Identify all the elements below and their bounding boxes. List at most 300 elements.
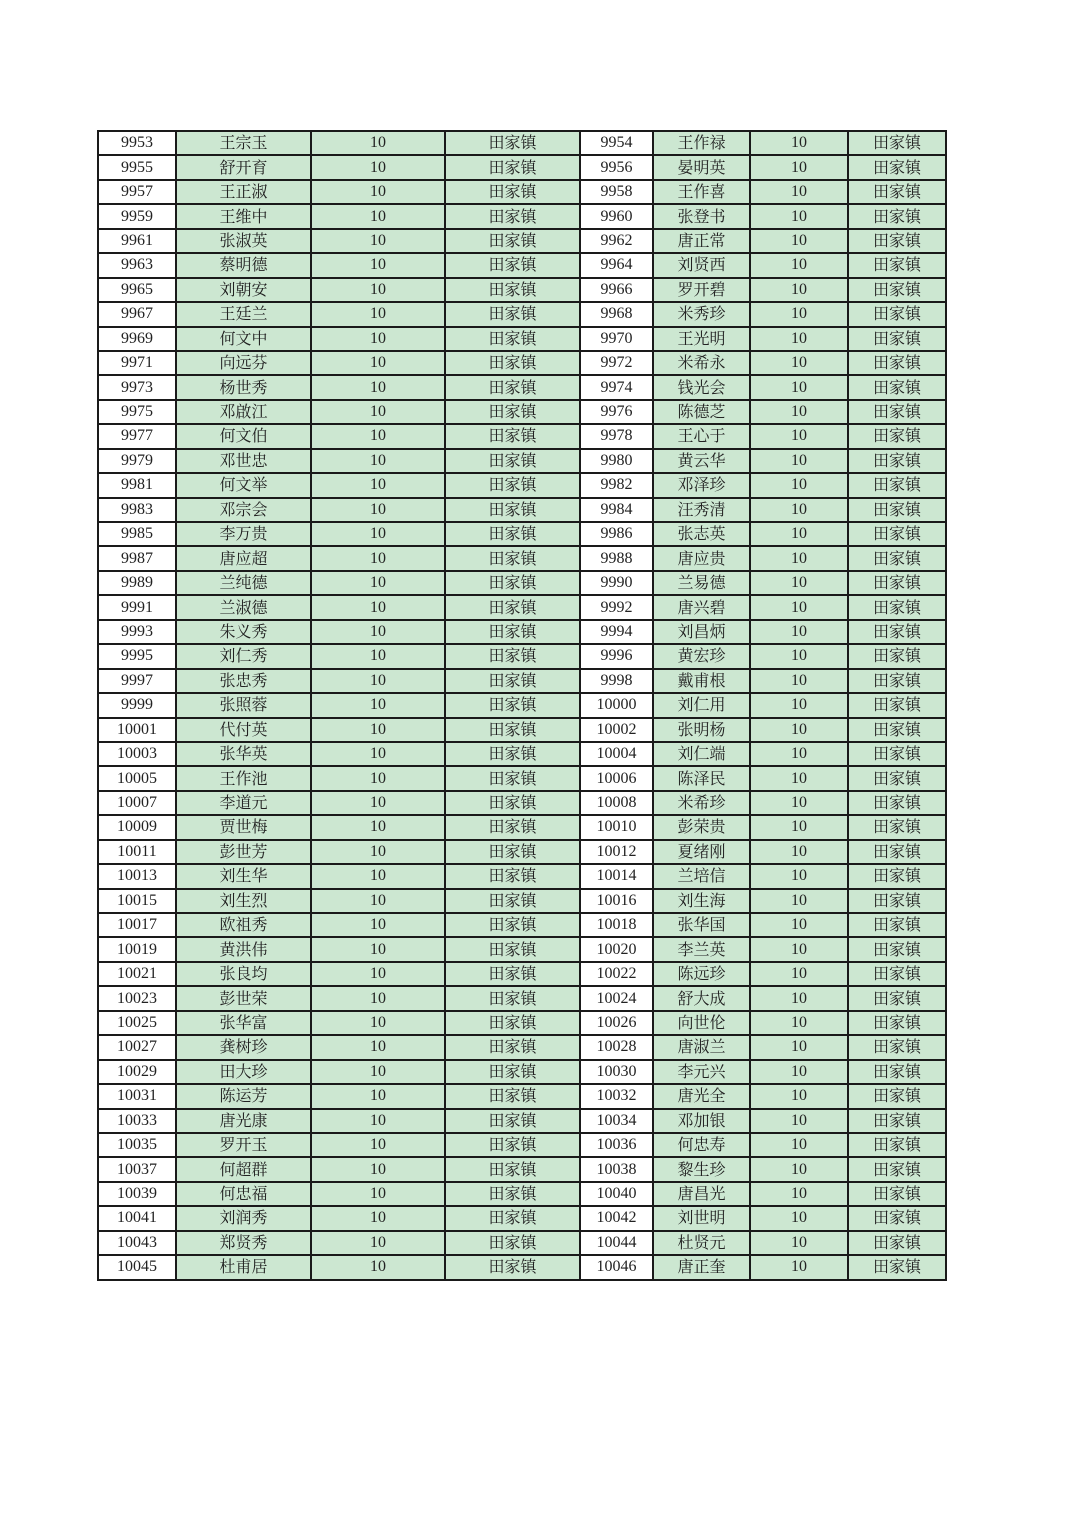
table-row xyxy=(98,1206,946,1230)
right-id-cell: 9954 xyxy=(580,131,653,155)
table-row xyxy=(98,962,946,986)
left-name-cell: 罗开玉 xyxy=(176,1133,311,1157)
left-id-cell: 10025 xyxy=(98,1011,176,1035)
right-score-cell: 10 xyxy=(750,204,848,228)
right-id-cell: 9990 xyxy=(580,571,653,595)
left-name-cell: 何超群 xyxy=(176,1157,311,1181)
right-id-cell: 9968 xyxy=(580,302,653,326)
left-score-cell: 10 xyxy=(311,693,445,717)
right-name-cell: 兰易德 xyxy=(653,571,750,595)
right-id-cell: 10012 xyxy=(580,840,653,864)
right-name-cell: 唐应贵 xyxy=(653,546,750,570)
left-id-cell: 9989 xyxy=(98,571,176,595)
left-id-cell: 9981 xyxy=(98,473,176,497)
right-town-cell: 田家镇 xyxy=(848,791,946,815)
right-name-cell: 邓加银 xyxy=(653,1109,750,1133)
left-town-cell: 田家镇 xyxy=(445,864,580,888)
left-score-cell: 10 xyxy=(311,1133,445,1157)
left-score-cell: 10 xyxy=(311,986,445,1010)
right-score-cell: 10 xyxy=(750,864,848,888)
right-id-cell: 10034 xyxy=(580,1109,653,1133)
right-id-cell: 9998 xyxy=(580,669,653,693)
right-name-cell: 唐昌光 xyxy=(653,1182,750,1206)
table-row xyxy=(98,644,946,668)
table-row xyxy=(98,253,946,277)
left-town-cell: 田家镇 xyxy=(445,204,580,228)
right-town-cell: 田家镇 xyxy=(848,522,946,546)
table-row xyxy=(98,1182,946,1206)
left-name-cell: 龚树珍 xyxy=(176,1035,311,1059)
left-name-cell: 田大珍 xyxy=(176,1060,311,1084)
left-town-cell: 田家镇 xyxy=(445,571,580,595)
left-id-cell: 9979 xyxy=(98,449,176,473)
right-id-cell: 10046 xyxy=(580,1255,653,1279)
left-id-cell: 10045 xyxy=(98,1255,176,1279)
left-score-cell: 10 xyxy=(311,1109,445,1133)
right-name-cell: 刘昌炳 xyxy=(653,620,750,644)
left-name-cell: 郑贤秀 xyxy=(176,1231,311,1255)
left-score-cell: 10 xyxy=(311,278,445,302)
left-id-cell: 9987 xyxy=(98,546,176,570)
table-row xyxy=(98,1060,946,1084)
right-score-cell: 10 xyxy=(750,1182,848,1206)
left-score-cell: 10 xyxy=(311,1182,445,1206)
right-name-cell: 彭荣贵 xyxy=(653,815,750,839)
left-name-cell: 何忠福 xyxy=(176,1182,311,1206)
left-town-cell: 田家镇 xyxy=(445,1060,580,1084)
right-town-cell: 田家镇 xyxy=(848,669,946,693)
right-name-cell: 唐正奎 xyxy=(653,1255,750,1279)
right-town-cell: 田家镇 xyxy=(848,766,946,790)
left-town-cell: 田家镇 xyxy=(445,1231,580,1255)
right-name-cell: 黎生珍 xyxy=(653,1157,750,1181)
right-id-cell: 10036 xyxy=(580,1133,653,1157)
left-score-cell: 10 xyxy=(311,131,445,155)
left-id-cell: 10029 xyxy=(98,1060,176,1084)
left-id-cell: 9999 xyxy=(98,693,176,717)
table-row xyxy=(98,204,946,228)
left-id-cell: 10001 xyxy=(98,718,176,742)
right-id-cell: 10044 xyxy=(580,1231,653,1255)
left-town-cell: 田家镇 xyxy=(445,278,580,302)
right-id-cell: 10018 xyxy=(580,913,653,937)
left-id-cell: 9961 xyxy=(98,229,176,253)
left-town-cell: 田家镇 xyxy=(445,1157,580,1181)
left-town-cell: 田家镇 xyxy=(445,962,580,986)
right-name-cell: 夏绪刚 xyxy=(653,840,750,864)
table-row xyxy=(98,400,946,424)
left-score-cell: 10 xyxy=(311,302,445,326)
left-town-cell: 田家镇 xyxy=(445,742,580,766)
table-row xyxy=(98,351,946,375)
left-id-cell: 9975 xyxy=(98,400,176,424)
left-score-cell: 10 xyxy=(311,644,445,668)
right-id-cell: 9958 xyxy=(580,180,653,204)
right-score-cell: 10 xyxy=(750,791,848,815)
table-row xyxy=(98,718,946,742)
left-id-cell: 9955 xyxy=(98,155,176,179)
right-town-cell: 田家镇 xyxy=(848,1182,946,1206)
left-id-cell: 9965 xyxy=(98,278,176,302)
right-score-cell: 10 xyxy=(750,498,848,522)
right-name-cell: 何忠寿 xyxy=(653,1133,750,1157)
right-id-cell: 10032 xyxy=(580,1084,653,1108)
left-id-cell: 10023 xyxy=(98,986,176,1010)
left-id-cell: 10043 xyxy=(98,1231,176,1255)
right-id-cell: 10004 xyxy=(580,742,653,766)
right-town-cell: 田家镇 xyxy=(848,253,946,277)
left-id-cell: 9969 xyxy=(98,327,176,351)
left-town-cell: 田家镇 xyxy=(445,327,580,351)
right-name-cell: 米希珍 xyxy=(653,791,750,815)
left-town-cell: 田家镇 xyxy=(445,449,580,473)
right-name-cell: 刘仁用 xyxy=(653,693,750,717)
left-name-cell: 张良均 xyxy=(176,962,311,986)
table-row xyxy=(98,1133,946,1157)
left-id-cell: 9993 xyxy=(98,620,176,644)
left-score-cell: 10 xyxy=(311,571,445,595)
right-id-cell: 9972 xyxy=(580,351,653,375)
right-id-cell: 10010 xyxy=(580,815,653,839)
left-id-cell: 10021 xyxy=(98,962,176,986)
right-id-cell: 9996 xyxy=(580,644,653,668)
table-row xyxy=(98,449,946,473)
right-score-cell: 10 xyxy=(750,1231,848,1255)
right-score-cell: 10 xyxy=(750,155,848,179)
left-id-cell: 10011 xyxy=(98,840,176,864)
right-id-cell: 10000 xyxy=(580,693,653,717)
right-score-cell: 10 xyxy=(750,986,848,1010)
left-name-cell: 蔡明德 xyxy=(176,253,311,277)
table-row xyxy=(98,986,946,1010)
right-town-cell: 田家镇 xyxy=(848,1035,946,1059)
right-score-cell: 10 xyxy=(750,815,848,839)
left-id-cell: 10019 xyxy=(98,937,176,961)
table-row xyxy=(98,375,946,399)
right-name-cell: 刘贤西 xyxy=(653,253,750,277)
left-name-cell: 何文中 xyxy=(176,327,311,351)
right-score-cell: 10 xyxy=(750,278,848,302)
left-id-cell: 10003 xyxy=(98,742,176,766)
left-score-cell: 10 xyxy=(311,400,445,424)
left-town-cell: 田家镇 xyxy=(445,766,580,790)
right-name-cell: 邓泽珍 xyxy=(653,473,750,497)
left-town-cell: 田家镇 xyxy=(445,693,580,717)
right-name-cell: 陈德芝 xyxy=(653,400,750,424)
left-score-cell: 10 xyxy=(311,546,445,570)
left-score-cell: 10 xyxy=(311,253,445,277)
left-score-cell: 10 xyxy=(311,424,445,448)
left-score-cell: 10 xyxy=(311,620,445,644)
left-score-cell: 10 xyxy=(311,669,445,693)
left-name-cell: 向远芬 xyxy=(176,351,311,375)
right-score-cell: 10 xyxy=(750,1157,848,1181)
left-id-cell: 9967 xyxy=(98,302,176,326)
left-id-cell: 10037 xyxy=(98,1157,176,1181)
right-town-cell: 田家镇 xyxy=(848,718,946,742)
right-score-cell: 10 xyxy=(750,840,848,864)
left-id-cell: 10041 xyxy=(98,1206,176,1230)
left-town-cell: 田家镇 xyxy=(445,889,580,913)
right-score-cell: 10 xyxy=(750,546,848,570)
right-score-cell: 10 xyxy=(750,718,848,742)
right-score-cell: 10 xyxy=(750,644,848,668)
left-town-cell: 田家镇 xyxy=(445,131,580,155)
right-town-cell: 田家镇 xyxy=(848,1157,946,1181)
left-town-cell: 田家镇 xyxy=(445,1182,580,1206)
roster-table-body xyxy=(98,131,946,1280)
table-row xyxy=(98,1084,946,1108)
table-row xyxy=(98,620,946,644)
right-score-cell: 10 xyxy=(750,742,848,766)
left-name-cell: 王正淑 xyxy=(176,180,311,204)
roster-table xyxy=(97,130,947,1281)
right-id-cell: 10040 xyxy=(580,1182,653,1206)
left-id-cell: 10005 xyxy=(98,766,176,790)
table-row xyxy=(98,498,946,522)
right-score-cell: 10 xyxy=(750,669,848,693)
right-name-cell: 米秀珍 xyxy=(653,302,750,326)
right-town-cell: 田家镇 xyxy=(848,1109,946,1133)
right-town-cell: 田家镇 xyxy=(848,1231,946,1255)
left-name-cell: 兰纯德 xyxy=(176,571,311,595)
right-town-cell: 田家镇 xyxy=(848,1133,946,1157)
left-score-cell: 10 xyxy=(311,498,445,522)
right-town-cell: 田家镇 xyxy=(848,229,946,253)
right-score-cell: 10 xyxy=(750,1133,848,1157)
left-name-cell: 刘仁秀 xyxy=(176,644,311,668)
left-name-cell: 李道元 xyxy=(176,791,311,815)
left-id-cell: 10007 xyxy=(98,791,176,815)
right-name-cell: 陈泽民 xyxy=(653,766,750,790)
left-score-cell: 10 xyxy=(311,180,445,204)
left-name-cell: 张华英 xyxy=(176,742,311,766)
table-row xyxy=(98,546,946,570)
right-town-cell: 田家镇 xyxy=(848,1255,946,1279)
left-id-cell: 9959 xyxy=(98,204,176,228)
right-id-cell: 10028 xyxy=(580,1035,653,1059)
left-id-cell: 10015 xyxy=(98,889,176,913)
right-town-cell: 田家镇 xyxy=(848,302,946,326)
table-row xyxy=(98,693,946,717)
left-name-cell: 张忠秀 xyxy=(176,669,311,693)
right-name-cell: 向世伦 xyxy=(653,1011,750,1035)
table-row xyxy=(98,913,946,937)
left-name-cell: 陈运芳 xyxy=(176,1084,311,1108)
left-town-cell: 田家镇 xyxy=(445,644,580,668)
left-name-cell: 兰淑德 xyxy=(176,595,311,619)
left-town-cell: 田家镇 xyxy=(445,1035,580,1059)
right-name-cell: 王作禄 xyxy=(653,131,750,155)
left-id-cell: 10039 xyxy=(98,1182,176,1206)
table-row xyxy=(98,840,946,864)
left-town-cell: 田家镇 xyxy=(445,669,580,693)
right-town-cell: 田家镇 xyxy=(848,620,946,644)
left-score-cell: 10 xyxy=(311,742,445,766)
table-row xyxy=(98,1011,946,1035)
right-score-cell: 10 xyxy=(750,693,848,717)
left-town-cell: 田家镇 xyxy=(445,253,580,277)
left-name-cell: 刘朝安 xyxy=(176,278,311,302)
left-town-cell: 田家镇 xyxy=(445,400,580,424)
right-town-cell: 田家镇 xyxy=(848,498,946,522)
right-score-cell: 10 xyxy=(750,400,848,424)
left-score-cell: 10 xyxy=(311,595,445,619)
right-id-cell: 9966 xyxy=(580,278,653,302)
left-score-cell: 10 xyxy=(311,1035,445,1059)
right-town-cell: 田家镇 xyxy=(848,1060,946,1084)
right-name-cell: 张明杨 xyxy=(653,718,750,742)
right-id-cell: 9962 xyxy=(580,229,653,253)
right-town-cell: 田家镇 xyxy=(848,400,946,424)
right-name-cell: 李兰英 xyxy=(653,937,750,961)
right-town-cell: 田家镇 xyxy=(848,986,946,1010)
table-row xyxy=(98,1231,946,1255)
table-row xyxy=(98,595,946,619)
right-score-cell: 10 xyxy=(750,327,848,351)
left-score-cell: 10 xyxy=(311,1011,445,1035)
right-town-cell: 田家镇 xyxy=(848,815,946,839)
right-id-cell: 9986 xyxy=(580,522,653,546)
right-id-cell: 9960 xyxy=(580,204,653,228)
right-score-cell: 10 xyxy=(750,889,848,913)
left-id-cell: 9977 xyxy=(98,424,176,448)
table-row xyxy=(98,864,946,888)
table-row xyxy=(98,889,946,913)
table-row xyxy=(98,1109,946,1133)
left-score-cell: 10 xyxy=(311,1157,445,1181)
left-id-cell: 10009 xyxy=(98,815,176,839)
left-town-cell: 田家镇 xyxy=(445,473,580,497)
right-name-cell: 黄宏珍 xyxy=(653,644,750,668)
right-town-cell: 田家镇 xyxy=(848,644,946,668)
left-name-cell: 彭世荣 xyxy=(176,986,311,1010)
right-town-cell: 田家镇 xyxy=(848,204,946,228)
left-town-cell: 田家镇 xyxy=(445,351,580,375)
right-score-cell: 10 xyxy=(750,229,848,253)
left-id-cell: 10017 xyxy=(98,913,176,937)
right-town-cell: 田家镇 xyxy=(848,571,946,595)
left-score-cell: 10 xyxy=(311,1060,445,1084)
left-name-cell: 刘润秀 xyxy=(176,1206,311,1230)
left-town-cell: 田家镇 xyxy=(445,522,580,546)
left-name-cell: 彭世芳 xyxy=(176,840,311,864)
right-town-cell: 田家镇 xyxy=(848,155,946,179)
left-score-cell: 10 xyxy=(311,889,445,913)
left-name-cell: 张照蓉 xyxy=(176,693,311,717)
left-id-cell: 10033 xyxy=(98,1109,176,1133)
right-score-cell: 10 xyxy=(750,595,848,619)
left-score-cell: 10 xyxy=(311,1255,445,1279)
right-name-cell: 刘仁端 xyxy=(653,742,750,766)
left-name-cell: 唐应超 xyxy=(176,546,311,570)
left-score-cell: 10 xyxy=(311,791,445,815)
right-score-cell: 10 xyxy=(750,571,848,595)
left-name-cell: 何文伯 xyxy=(176,424,311,448)
right-town-cell: 田家镇 xyxy=(848,962,946,986)
left-score-cell: 10 xyxy=(311,913,445,937)
right-town-cell: 田家镇 xyxy=(848,131,946,155)
left-town-cell: 田家镇 xyxy=(445,1255,580,1279)
left-name-cell: 杨世秀 xyxy=(176,375,311,399)
left-id-cell: 9985 xyxy=(98,522,176,546)
left-town-cell: 田家镇 xyxy=(445,155,580,179)
left-id-cell: 9997 xyxy=(98,669,176,693)
left-town-cell: 田家镇 xyxy=(445,302,580,326)
table-row xyxy=(98,766,946,790)
right-id-cell: 9964 xyxy=(580,253,653,277)
right-name-cell: 张登书 xyxy=(653,204,750,228)
left-town-cell: 田家镇 xyxy=(445,1109,580,1133)
right-town-cell: 田家镇 xyxy=(848,449,946,473)
left-score-cell: 10 xyxy=(311,962,445,986)
left-name-cell: 王宗玉 xyxy=(176,131,311,155)
table-row xyxy=(98,302,946,326)
left-name-cell: 杜甫居 xyxy=(176,1255,311,1279)
right-town-cell: 田家镇 xyxy=(848,351,946,375)
right-town-cell: 田家镇 xyxy=(848,693,946,717)
right-score-cell: 10 xyxy=(750,1109,848,1133)
left-town-cell: 田家镇 xyxy=(445,620,580,644)
left-id-cell: 10027 xyxy=(98,1035,176,1059)
table-row xyxy=(98,937,946,961)
left-id-cell: 9995 xyxy=(98,644,176,668)
left-name-cell: 代付英 xyxy=(176,718,311,742)
left-name-cell: 张淑英 xyxy=(176,229,311,253)
table-row xyxy=(98,1035,946,1059)
left-name-cell: 何文举 xyxy=(176,473,311,497)
left-id-cell: 9971 xyxy=(98,351,176,375)
right-id-cell: 10008 xyxy=(580,791,653,815)
left-town-cell: 田家镇 xyxy=(445,546,580,570)
right-town-cell: 田家镇 xyxy=(848,278,946,302)
right-score-cell: 10 xyxy=(750,522,848,546)
left-score-cell: 10 xyxy=(311,449,445,473)
right-name-cell: 戴甫根 xyxy=(653,669,750,693)
table-row xyxy=(98,791,946,815)
right-score-cell: 10 xyxy=(750,913,848,937)
right-town-cell: 田家镇 xyxy=(848,1206,946,1230)
left-score-cell: 10 xyxy=(311,864,445,888)
right-name-cell: 张华国 xyxy=(653,913,750,937)
right-score-cell: 10 xyxy=(750,375,848,399)
right-name-cell: 刘世明 xyxy=(653,1206,750,1230)
left-name-cell: 黄洪伟 xyxy=(176,937,311,961)
right-score-cell: 10 xyxy=(750,1255,848,1279)
left-score-cell: 10 xyxy=(311,204,445,228)
left-name-cell: 欧祖秀 xyxy=(176,913,311,937)
right-id-cell: 9978 xyxy=(580,424,653,448)
right-name-cell: 兰培信 xyxy=(653,864,750,888)
right-name-cell: 唐兴碧 xyxy=(653,595,750,619)
right-score-cell: 10 xyxy=(750,302,848,326)
right-id-cell: 10006 xyxy=(580,766,653,790)
table-row xyxy=(98,522,946,546)
left-id-cell: 9991 xyxy=(98,595,176,619)
right-town-cell: 田家镇 xyxy=(848,180,946,204)
right-town-cell: 田家镇 xyxy=(848,327,946,351)
left-name-cell: 舒开育 xyxy=(176,155,311,179)
right-name-cell: 汪秀清 xyxy=(653,498,750,522)
left-score-cell: 10 xyxy=(311,1206,445,1230)
right-score-cell: 10 xyxy=(750,424,848,448)
right-town-cell: 田家镇 xyxy=(848,742,946,766)
right-id-cell: 10014 xyxy=(580,864,653,888)
left-town-cell: 田家镇 xyxy=(445,1206,580,1230)
right-score-cell: 10 xyxy=(750,1060,848,1084)
table-row xyxy=(98,278,946,302)
right-score-cell: 10 xyxy=(750,1035,848,1059)
